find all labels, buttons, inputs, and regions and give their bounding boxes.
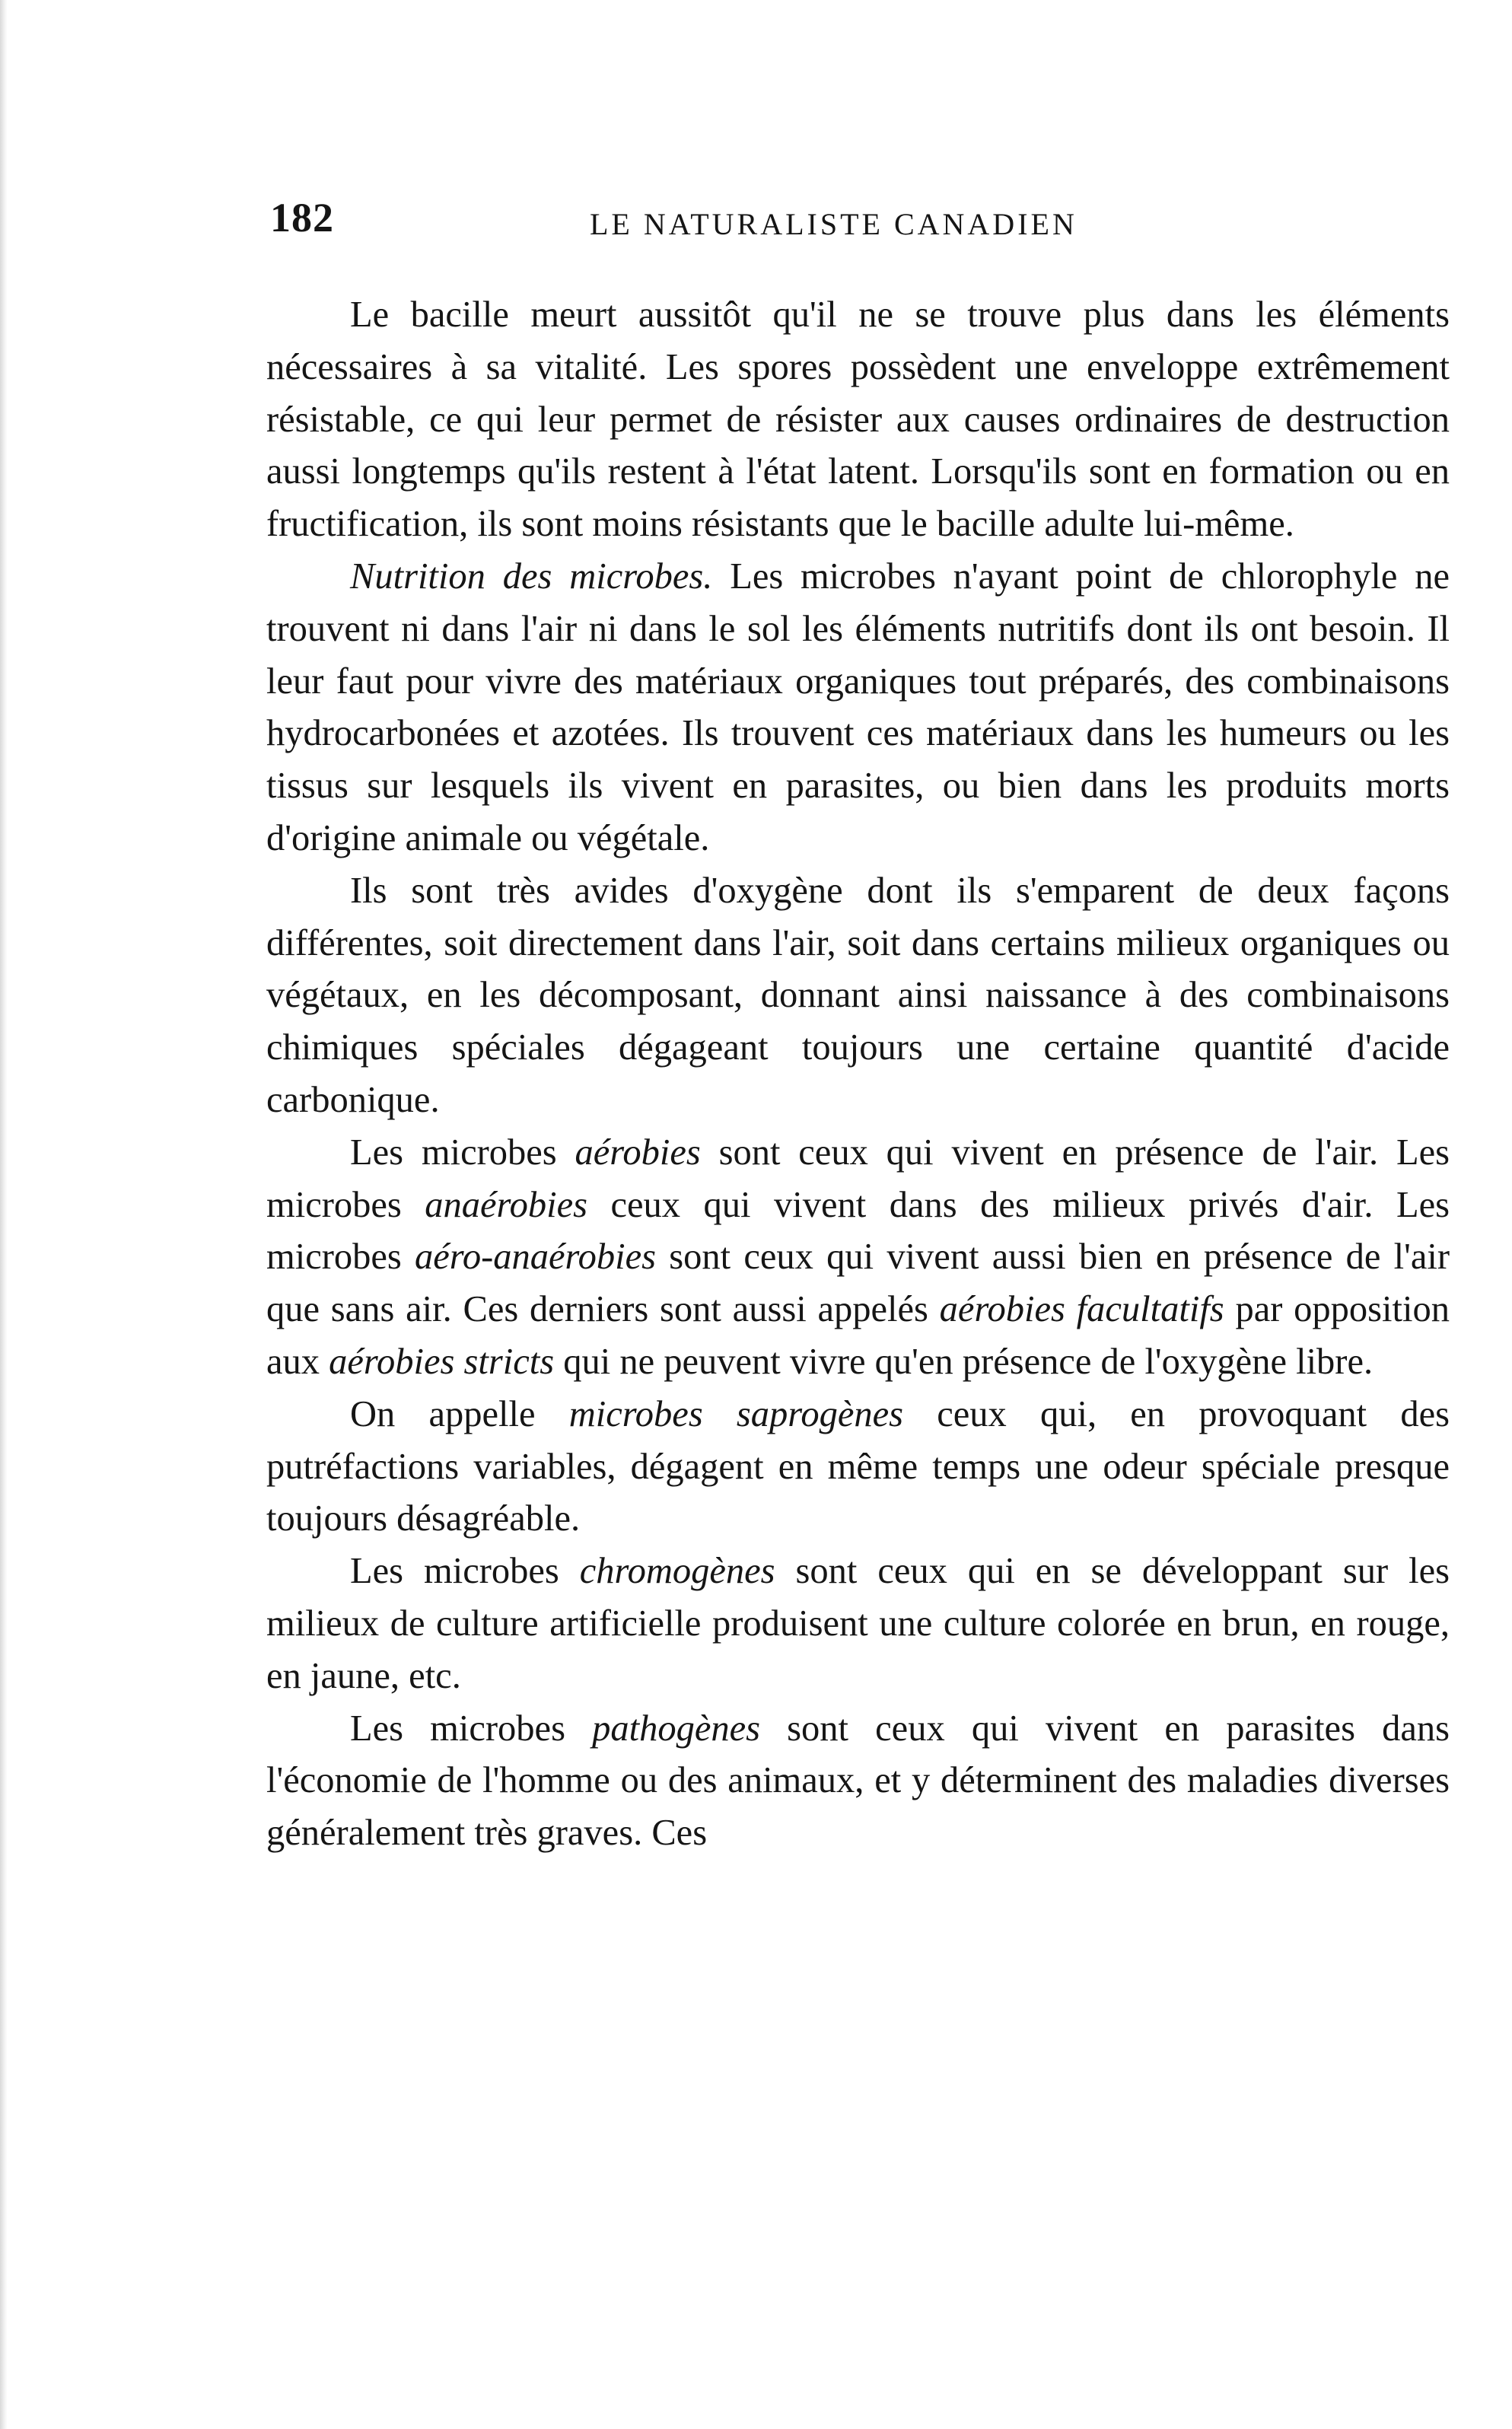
text-run: ceux qui vivent dans des milieux privés d'air. Les microbes <box>266 1184 1450 1278</box>
text-run: sont ceux qui vivent en parasites dans l'économie de l'homme ou des animaux, et y déterminent des maladies diverses généralement très graves. Ces <box>266 1708 1450 1854</box>
text-run: Les microbes <box>350 1551 580 1592</box>
paragraph-saprogenes <box>266 1389 1450 1546</box>
paragraph-chromogenes <box>266 1546 1450 1702</box>
paragraph-bacille: Le bacille meurt aussitôt qu'il ne se trouve plus dans les éléments nécessaires à sa vitalité. Les spores possèdent une enveloppe extrêmement résistable, ce qui leur permet de résister aux causes ordinaires de destruction aussi longtemps qu'ils restent à l'état latent. Lorsqu'ils sont en formation ou en fructification, ils sont moins résistants que le bacille adulte lui-même. <box>266 294 1450 545</box>
term-aerobies-facultatifs: aérobies facultatifs <box>939 1289 1224 1330</box>
page-header <box>270 194 1442 255</box>
text-run: sont ceux qui vivent aussi bien en présence de l'air que sans air. Ces derniers sont aussi appelés <box>266 1237 1450 1330</box>
term-microbes-saprogenes: microbes saprogènes <box>568 1393 904 1434</box>
text-run: sont ceux qui vivent en présence de l'air. Les microbes <box>266 1132 1450 1225</box>
scan-edge <box>0 0 8 2429</box>
text-run: Les microbes <box>350 1132 575 1173</box>
text-run: Les microbes <box>350 1708 593 1749</box>
paragraph-aerobies <box>266 1127 1450 1389</box>
term-anaerobies: anaérobies <box>425 1184 587 1225</box>
running-title: LE NATURALISTE CANADIEN <box>590 207 1077 241</box>
page-number: 182 <box>270 195 334 240</box>
body-text <box>266 289 1450 1860</box>
paragraph-nutrition <box>266 551 1450 865</box>
text-run: On appelle <box>350 1393 569 1434</box>
section-heading-nutrition: Nutrition des microbes. <box>350 556 713 597</box>
paragraph-oxygene: Ils sont très avides d'oxygène dont ils s'emparent de deux façons différentes, soit directement dans l'air, soit dans certains milieux organiques ou végétaux, en les décomposant, donnant ainsi naissance à des combinaisons chimiques spéciales dégageant toujours une certaine quantité d'acide carbonique. <box>266 870 1450 1120</box>
paragraph-nutrition-text: Les microbes n'ayant point de chlorophyle ne trouvent ni dans l'air ni dans le sol les éléments nutritifs dont ils ont besoin. Il leur faut pour vivre des matériaux organiques tout préparés, des combinaisons hydrocarbonées et azotées. Ils trouvent ces matériaux dans les humeurs ou les tissus sur lesquels ils vivent en parasites, ou bien dans les produits morts d'origine animale ou végétale. <box>266 556 1450 858</box>
text-run: sont ceux qui en se développant sur les milieux de culture artificielle produisent une culture colorée en brun, en rouge, en jaune, etc. <box>266 1551 1450 1696</box>
text-run: qui ne peuvent vivre qu'en présence de l'oxygène libre. <box>554 1341 1374 1382</box>
term-chromogenes: chromogènes <box>579 1551 775 1592</box>
text-run: ceux qui, en provoquant des putréfactions variables, dégagent en même temps une odeur spéciale presque toujours désagréable. <box>266 1393 1450 1539</box>
term-aero-anaerobies: aéro-anaérobies <box>415 1237 656 1278</box>
term-aerobies-stricts: aérobies stricts <box>329 1341 555 1382</box>
term-aerobies: aérobies <box>575 1132 701 1173</box>
paragraph-pathogenes <box>266 1703 1450 1860</box>
text-run: par opposition aux <box>266 1289 1450 1382</box>
term-pathogenes: pathogènes <box>592 1708 761 1749</box>
